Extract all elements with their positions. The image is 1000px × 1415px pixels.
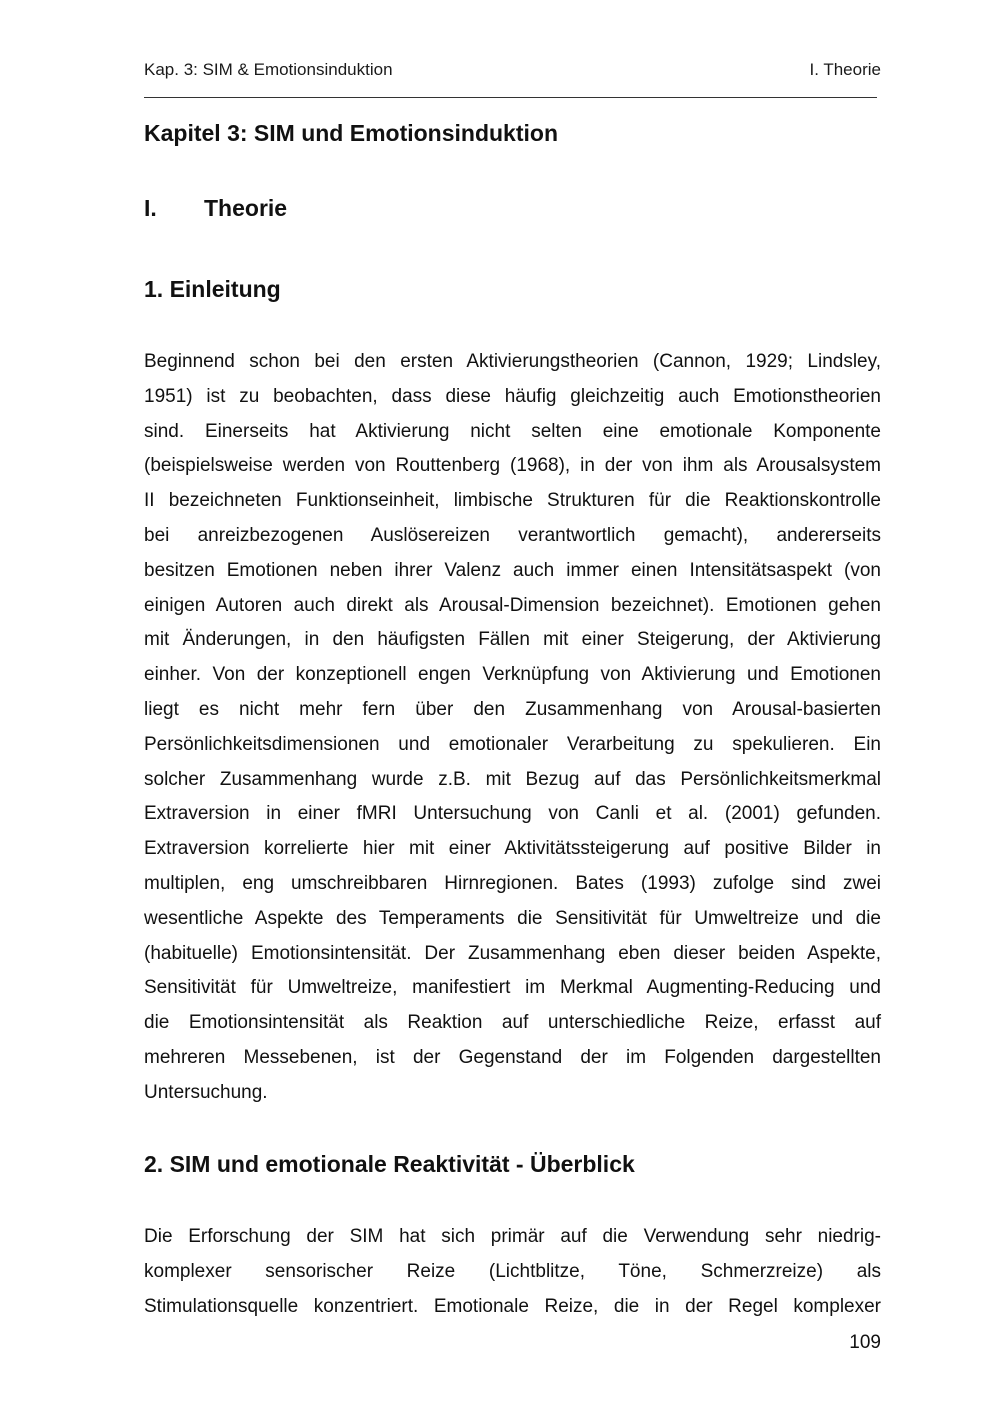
part-title: Theorie bbox=[204, 195, 288, 221]
text-line: Untersuchung. bbox=[144, 1081, 268, 1103]
text-line: Beginnend schon bei den ersten Aktivierungstheorien (Cannon, 1929; Lindsley, bbox=[144, 351, 881, 372]
text-line: sind. Einerseits hat Aktivierung nicht selten eine emotionale Komponente bbox=[144, 420, 881, 442]
running-header-part: I. Theorie bbox=[809, 60, 881, 79]
text-line: solcher Zusammenhang wurde z.B. mit Bezug auf das Persönlichkeitsmerkmal bbox=[144, 768, 881, 790]
text-line: liegt es nicht mehr fern über den Zusammenhang von Arousal-basierten bbox=[144, 698, 881, 720]
section-heading-einleitung: 1. Einleitung bbox=[144, 276, 281, 302]
text-line: Extraversion korrelierte hier mit einer Aktivitätssteigerung auf positive Bilder in bbox=[144, 838, 881, 860]
text-line: mit Änderungen, in den häufigsten Fällen mit einer Steigerung, der Aktivierung bbox=[144, 629, 881, 651]
chapter-title: Kapitel 3: SIM und Emotionsinduktion bbox=[144, 120, 558, 146]
text-line: II bezeichneten Funktionseinheit, limbische Strukturen für die Reaktionskontrolle bbox=[144, 490, 881, 512]
text-line: (habituelle) Emotionsintensität. Der Zusammenhang eben dieser beiden Aspekte, bbox=[144, 942, 881, 964]
text-line: wesentliche Aspekte des Temperaments die Sensitivität für Umweltreize und die bbox=[144, 907, 881, 929]
text-line: Die Erforschung der SIM hat sich primär auf die Verwendung sehr niedrig- bbox=[144, 1226, 881, 1247]
running-header bbox=[144, 58, 881, 82]
text-line: komplexer sensorischer Reize (Lichtblitze, Töne, Schmerzreize) als bbox=[144, 1260, 881, 1282]
text-line: (beispielsweise werden von Routtenberg (1968), in der von ihm als Arousalsystem bbox=[144, 455, 881, 477]
part-number: I. bbox=[144, 195, 157, 221]
text-line: mehreren Messebenen, ist der Gegenstand der im Folgenden dargestellten bbox=[144, 1046, 881, 1068]
text-line: einigen Autoren auch direkt als Arousal-Dimension bezeichnet). Emotionen gehen bbox=[144, 594, 881, 616]
body-paragraph-ueberblick bbox=[144, 1220, 881, 1324]
body-paragraph-einleitung bbox=[144, 345, 881, 1111]
text-line: Stimulationsquelle konzentriert. Emotionale Reize, die in der Regel komplexer bbox=[144, 1295, 881, 1317]
section-heading-ueberblick: 2. SIM und emotionale Reaktivität - Überblick bbox=[144, 1151, 635, 1177]
text-line: Persönlichkeitsdimensionen und emotionaler Verarbeitung zu spekulieren. Ein bbox=[144, 733, 881, 755]
text-line: bei anreizbezogenen Auslösereizen verantwortlich gemacht), andererseits bbox=[144, 524, 881, 546]
text-line: die Emotionsintensität als Reaktion auf unterschiedliche Reize, erfasst auf bbox=[144, 1012, 881, 1034]
text-line: Extraversion in einer fMRI Untersuchung von Canli et al. (2001) gefunden. bbox=[144, 803, 881, 825]
text-line: 1951) ist zu beobachten, dass diese häufig gleichzeitig auch Emotionstheorien bbox=[144, 385, 881, 407]
text-line: besitzen Emotionen neben ihrer Valenz auch immer einen Intensitätsaspekt (von bbox=[144, 559, 881, 581]
page-number: 109 bbox=[849, 1332, 881, 1353]
part-heading bbox=[144, 192, 287, 224]
text-line: einher. Von der konzeptionell engen Verknüpfung von Aktivierung und Emotionen bbox=[144, 664, 881, 686]
text-line: multiplen, eng umschreibbaren Hirnregionen. Bates (1993) zufolge sind zwei bbox=[144, 872, 881, 894]
running-header-chapter: Kap. 3: SIM & Emotionsinduktion bbox=[144, 60, 393, 79]
header-divider bbox=[144, 97, 877, 98]
text-line: Sensitivität für Umweltreize, manifestiert im Merkmal Augmenting-Reducing und bbox=[144, 977, 881, 999]
